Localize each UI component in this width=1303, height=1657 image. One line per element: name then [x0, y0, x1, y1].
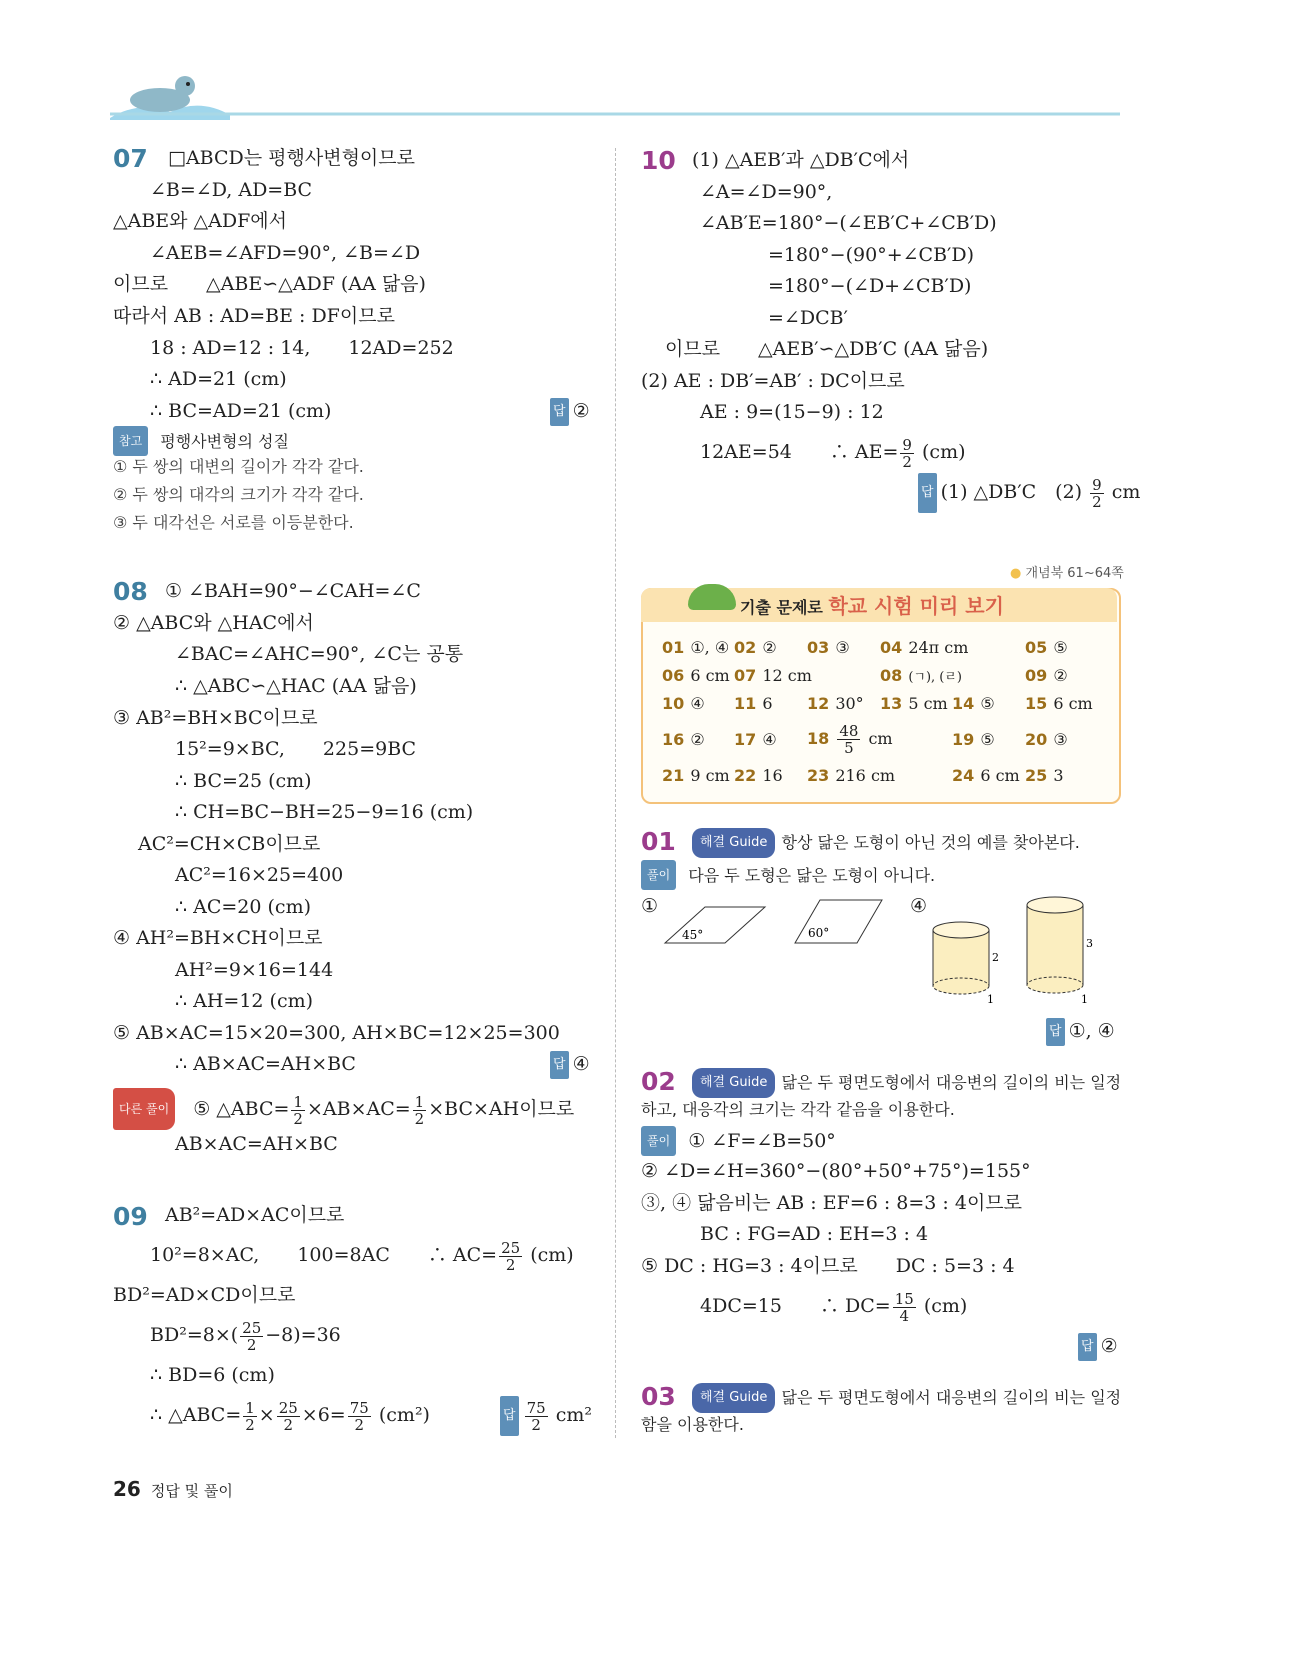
answer-icon: 답 [1078, 1333, 1097, 1361]
solution-line: AB×AC=AH×BC [175, 1133, 338, 1155]
answer-cell: 25 3 [1025, 766, 1064, 785]
solution-line: □ABCD는 평행사변형이므로 [168, 147, 415, 169]
answer-cell: 08 (ㄱ), (ㄹ) [880, 666, 962, 685]
solution-line: ∠AEB=∠AFD=90°, ∠B=∠D [150, 242, 421, 264]
answer-icon: 답 [550, 398, 569, 426]
answer-cell: 02 ② [734, 638, 777, 657]
answer-box-title: 기출 문제로 학교 시험 미리 보기 [740, 594, 1004, 618]
answer-icon: 답 [918, 473, 937, 513]
problem-number: 03 [641, 1382, 676, 1411]
solution-line: AB²=AD×AC이므로 [165, 1204, 345, 1226]
answer-cell: 17 ④ [734, 730, 777, 749]
answer-cell: 12 30° [807, 694, 864, 713]
answer-cell: 01 ①, ④ [662, 638, 730, 657]
answer: 답 ② [550, 397, 590, 426]
page-number: 26 [113, 1477, 141, 1501]
answer-cell: 10 ④ [662, 694, 705, 713]
solution-line: (1) △AEB′과 △DB′C에서 [692, 149, 910, 171]
other-solution-tag: 다른 풀이 [113, 1088, 175, 1130]
solution-line: =∠DCB′ [768, 307, 848, 329]
solution-line: ∴ △ABC= $\frac{1}{2}$ × $\frac{25}{2}$ ×6= $\frac{75}{2}$ (cm²) [150, 1398, 430, 1434]
solution-line: 10²=8×AC, 100=8AC ∴ AC= $\frac{25}{2}$ (cm) [150, 1238, 574, 1274]
solution-line: ∴ BD=6 (cm) [150, 1364, 275, 1386]
answer-cell: 11 6 [734, 694, 773, 713]
answer-cell: 24 6 cm [952, 766, 1020, 785]
solution-line: ∠BAC=∠AHC=90°, ∠C는 공통 [175, 643, 464, 665]
svg-text:1: 1 [1081, 993, 1088, 1006]
solution-line: ⑤ DC : HG=3 : 4이므로 DC : 5=3 : 4 [641, 1255, 1015, 1277]
solution-line: ∴ BC=25 (cm) [175, 770, 312, 792]
answer-cell: 19 ⑤ [952, 730, 995, 749]
svg-text:3: 3 [1086, 937, 1093, 950]
solution-line: ∴ AB×AC=AH×BC [175, 1053, 356, 1075]
solution-line: ② ∠D=∠H=360°−(80°+50°+75°)=155° [641, 1160, 1031, 1182]
solution-line: =180°−(90°+∠CB′D) [768, 244, 974, 266]
note-item: ③ 두 대각선은 서로를 이등분한다. [113, 513, 354, 532]
solution-line: 18 : AD=12 : 14, 12AD=252 [150, 337, 454, 359]
solution-line: AC²=CH×CB이므로 [138, 833, 321, 855]
solution-01-figures [660, 895, 1100, 1010]
solution-line: ⑤ AB×AC=15×20=300, AH×BC=12×25=300 [113, 1022, 560, 1044]
answer-icon: 답 [1046, 1018, 1065, 1046]
solution-line: 따라서 AB : AD=BE : DF이므로 [113, 305, 395, 327]
figure-label: ① [641, 895, 659, 917]
solution-line: BD²=8×( $\frac{25}{2}$ −8)=36 [150, 1318, 341, 1354]
solution-line: ∠AB′E=180°−(∠EB′C+∠CB′D) [700, 212, 997, 234]
reference-note: ● 개념북 61~64쪽 [1010, 566, 1124, 581]
answer-cell: 23 216 cm [807, 766, 896, 785]
page-footer [113, 1475, 233, 1505]
answer-cell: 14 ⑤ [952, 694, 995, 713]
guide-line: 해결 Guide 닮은 두 평면도형에서 대응변의 길이의 비는 일정 [692, 1383, 1121, 1413]
answer-cell: 15 6 cm [1025, 694, 1093, 713]
problem-number: 08 [113, 577, 148, 606]
svg-text:45°: 45° [682, 928, 704, 942]
solution-line: 15²=9×BC, 225=9BC [175, 738, 417, 760]
problem-number: 02 [641, 1067, 676, 1096]
solution-line: 이므로 △ABE∽△ADF (AA 닮음) [113, 273, 426, 295]
note-item: ① 두 쌍의 대변의 길이가 각각 같다. [113, 457, 364, 476]
solution-line: ④ AH²=BH×CH이므로 [113, 927, 323, 949]
answer-cell: 21 9 cm [662, 766, 730, 785]
answer-cell: 07 12 cm [734, 666, 812, 685]
guide-line: 함을 이용한다. [641, 1415, 744, 1434]
header-decoration [110, 70, 1170, 125]
solution-line: ③, ④ 닮음비는 AB : EF=6 : 8=3 : 4이므로 [641, 1192, 1023, 1214]
solution-line: 이므로 △AEB′∽△DB′C (AA 닮음) [665, 338, 989, 360]
solution-line: ∴ AD=21 (cm) [150, 368, 287, 390]
cylinder-tall [1027, 897, 1093, 1006]
svg-text:2: 2 [992, 951, 999, 964]
solution-line: =180°−(∠D+∠CB′D) [768, 275, 972, 297]
solution-line: AE : 9=(15−9) : 12 [700, 401, 884, 423]
guide-line: 해결 Guide 닮은 두 평면도형에서 대응변의 길이의 비는 일정 [692, 1068, 1121, 1098]
svg-text:1: 1 [987, 993, 994, 1006]
answer: 답 $\frac{75}{2}$ cm² [500, 1395, 592, 1436]
solution-line: AH²=9×16=144 [175, 959, 334, 981]
problem-number: 09 [113, 1202, 148, 1231]
problem-number: 10 [641, 146, 676, 175]
note-heading: 참고 평행사변형의 성질 [113, 426, 289, 456]
answer: 답 ② [1078, 1332, 1118, 1361]
solution-line: △ABE와 △ADF에서 [113, 210, 288, 232]
answer-cell: 05 ⑤ [1025, 638, 1068, 657]
other-solution: 다른 풀이 ⑤ △ABC= $\frac{1}{2}$ ×AB×AC= $\frac{1}{2}$ ×BC×AH이므로 [113, 1088, 574, 1130]
solution-line: BD²=AD×CD이므로 [113, 1284, 296, 1306]
footer-text: 정답 및 풀이 [150, 1482, 233, 1500]
solution-line: ∠A=∠D=90°, [700, 181, 833, 203]
solution-line: ∴ AH=12 (cm) [175, 990, 314, 1012]
solution-line: ∴ △ABC∽△HAC (AA 닮음) [175, 675, 417, 697]
guide-tag: 해결 Guide [692, 828, 775, 858]
problem-number: 01 [641, 827, 676, 856]
answer-cell: 16 ② [662, 730, 705, 749]
answer-cell: 06 6 cm [662, 666, 730, 685]
solution-line: ∴ BC=AD=21 (cm) [150, 400, 332, 422]
guide-line: 해결 Guide 항상 닮은 도형이 아닌 것의 예를 찾아본다. [692, 828, 1080, 858]
solution-line: ② △ABC와 △HAC에서 [113, 612, 314, 634]
solution-line: ① ∠BAH=90°−∠CAH=∠C [165, 580, 421, 602]
parallelogram-45 [665, 907, 765, 943]
guide-tag: 해결 Guide [692, 1383, 775, 1413]
answer: 답 ④ [550, 1050, 590, 1079]
answer-icon: 답 [550, 1051, 569, 1079]
solution-line: ∴ CH=BC−BH=25−9=16 (cm) [175, 801, 474, 823]
answer-cell: 18 $\frac{48}{5}$ cm [807, 721, 893, 757]
cylinder-small [933, 922, 999, 1006]
solution-line: ∠B=∠D, AD=BC [150, 179, 313, 201]
answer: 답 (1) △DB′C (2) $\frac{9}{2}$ cm [918, 472, 1140, 513]
solution-line: (2) AE : DB′=AB′ : DC이므로 [641, 370, 905, 392]
solution-line: 12AE=54 ∴ AE= $\frac{9}{2}$ (cm) [700, 435, 966, 471]
solution-line: ③ AB²=BH×BC이므로 [113, 707, 318, 729]
guide-line: 하고, 대응각의 크기는 각각 같음을 이용한다. [641, 1100, 955, 1119]
answer-cell: 22 16 [734, 766, 783, 785]
svg-text:60°: 60° [808, 926, 830, 940]
note-item: ② 두 쌍의 대각의 크기가 각각 같다. [113, 485, 364, 504]
answer: 답 ①, ④ [1046, 1017, 1115, 1046]
solution-line: AC²=16×25=400 [175, 864, 344, 886]
column-divider [615, 148, 616, 1438]
answer-cell: 13 5 cm [880, 694, 948, 713]
answer-cell: 09 ② [1025, 666, 1068, 685]
solution-line: 4DC=15 ∴ DC= $\frac{15}{4}$ (cm) [700, 1289, 968, 1325]
solution-line: 풀이 다음 두 도형은 닮은 도형이 아니다. [641, 860, 935, 890]
answer-cell: 03 ③ [807, 638, 850, 657]
answer-cell: 04 24π cm [880, 638, 969, 657]
guide-tag: 해결 Guide [692, 1068, 775, 1098]
solution-line: BC : FG=AD : EH=3 : 4 [700, 1223, 929, 1245]
solution-line: ∴ AC=20 (cm) [175, 896, 312, 918]
solution-line: 풀이 ① ∠F=∠B=50° [641, 1126, 836, 1156]
answer-icon: 답 [500, 1396, 519, 1436]
seal-icon [130, 76, 195, 112]
figure-label: ④ [910, 895, 928, 917]
answer-cell: 20 ③ [1025, 730, 1068, 749]
problem-number: 07 [113, 144, 148, 173]
